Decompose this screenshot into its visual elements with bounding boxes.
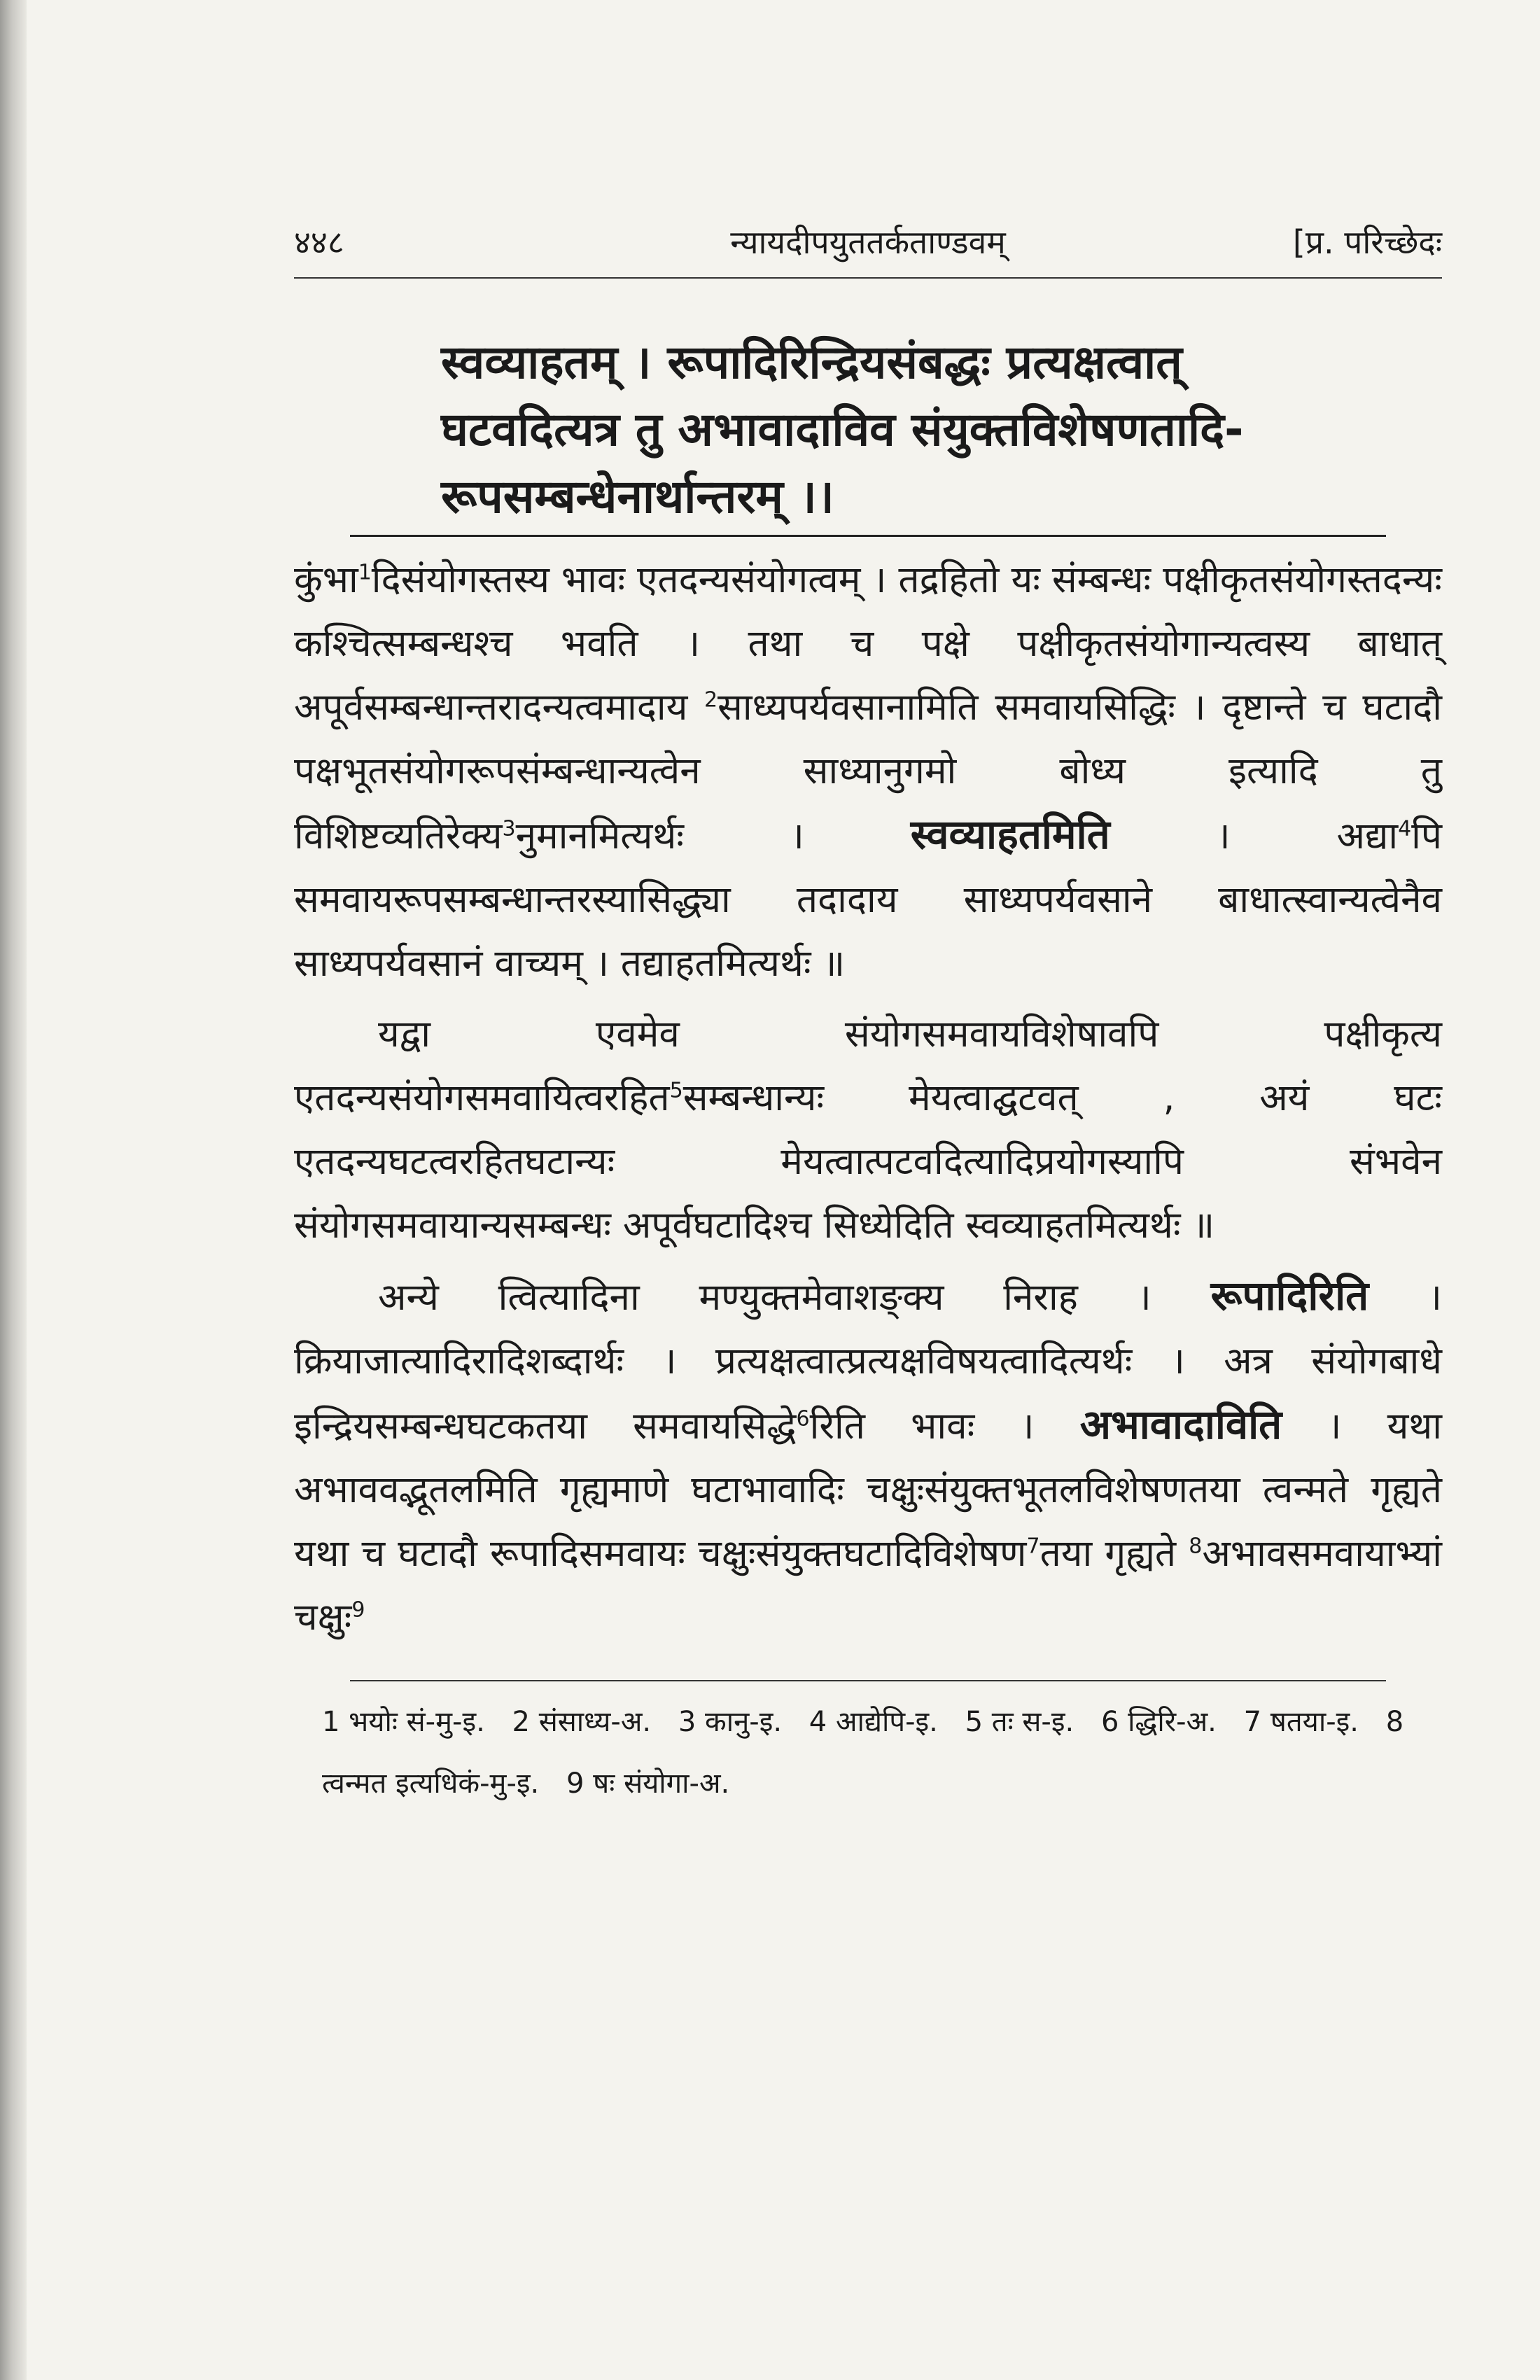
commentary-paragraph: कुंभा$^1$दिसंयोगस्तस्य भावः एतदन्यसंयोगत्वम् । तद्रहितो यः संम्बन्धः पक्षीकृतसंयोगस्तदन्यः कश्चित्सम्बन्धश्च भवति । तथा च पक्षे पक्षीकृतसंयोगान्यत्वस्य बाधात् अपूर्वसम्बन्धान्तरादन्यत्वमादाय $^2$साध्यपर्यवसानामिति समवायसिद्धिः । दृष्टान्ते च घटादौ पक्षभूतसंयोगरूपसंम्बन्धान्यत्वेन साध्यानुगमो बोध्य इत्यादि तु विशिष्टव्यतिरेक्य$^3$नुमानमित्यर्थः । स्वव्याहतमिति । अद्या$^4$पि समवायरूपसम्बन्धान्तरस्यासिद्ध्या तदादाय साध्यपर्यवसाने बाधात्स्वान्यत्वेनैव साध्यपर्यवसानं वाच्यम् । तद्याहतमित्यर्थः ॥ [294,559,1442,985]
pratika-lemma: अभावादाविति [1079,1401,1282,1448]
footnote-marker: 1 [358,560,372,585]
verse-line: स्वव्याहतम् । रूपादिरिन्द्रियसंबद्धः प्रत्यक्षत्वात् [441,335,1182,389]
footnote-marker: 5 [669,1078,683,1103]
pratika-lemma: स्वव्याहतमिति [910,811,1110,858]
footnote: 7 षतया-इ. [1243,1706,1359,1738]
footnote: 5 तः स-इ. [965,1706,1074,1738]
footnote: 9 षः संयोगा-अ. [566,1768,730,1800]
book-spine-shadow [0,0,27,2380]
footnote-divider [350,1680,1386,1681]
commentary-paragraph: यद्वा एवमेव संयोगसमवायविशेषावपि पक्षीकृत्य एतदन्यसंयोगसमवायित्वरहित$^5$सम्बन्धान्यः मेयत्वाद्घटवत् , अयं घटः एतदन्यघटत्वरहितघटान्यः मेयत्वात्पटवदित्यादिप्रयोगस्यापि संभवेन संयोगसमवायान्यसम्बन्धः अपूर्वघटादिश्च सिध्येदिति स्वव्याहतमित्यर्थः ॥ [294,1013,1442,1247]
footnote-marker: 7 [1026,1534,1040,1559]
verse-line: घटवदित्यत्र तु अभावादाविव संयुक्तविशेषणतादि- [441,402,1244,456]
footnote: 4 आद्येपि-इ. [808,1706,938,1738]
mula-verse [441,329,1330,531]
footnote: 3 कानु-इ. [678,1706,783,1738]
footnote: 8 त्वन्मत इत्यधिकं-मु-इ. [322,1706,1404,1800]
footnotes [322,1691,1442,1814]
footnote-marker: 6 [796,1406,810,1432]
footnote-marker: 2 [704,687,718,713]
footnote: 1 भयोः सं-मु-इ. [322,1706,485,1738]
verse-line: रूपसम्बन्धेनार्थान्तरम् ।। [441,470,834,524]
pratika-lemma: रूपादिरिति [1210,1272,1369,1320]
verse-divider [350,535,1386,537]
footnote-marker: 8 [1189,1534,1203,1559]
footnote-marker: 3 [502,816,516,841]
page-number: ४४८ [294,223,344,261]
header-rule [294,277,1442,279]
commentary [294,548,1442,1649]
footnote: 6 द्धिरि-अ. [1100,1706,1217,1738]
footnote-marker: 9 [351,1597,365,1623]
footnote: 2 संसाध्य-अ. [512,1706,652,1738]
running-title: न्यायदीपयुततर्कताण्डवम् [730,223,1006,261]
section-label: [प्र. परिच्छेदः [1292,223,1442,261]
book-page [294,210,1442,1814]
running-header [294,210,1442,273]
footnote-marker: 4 [1398,816,1412,841]
commentary-paragraph: अन्ये त्वित्यादिना मण्युक्तमेवाशङ्क्य निराह । रूपादिरिति । क्रियाजात्यादिरादिशब्दार्थः । प्रत्यक्षत्वात्प्रत्यक्षविषयत्वादित्यर्थः । अत्र संयोगबाधे इन्द्रियसम्बन्धघटकतया समवायसिद्धे$^6$रिति भावः । अभावादाविति । यथा अभाववद्भूतलमिति गृह्यमाणे घटाभावादिः चक्षुःसंयुक्तभूतलविशेषणतया त्वन्मते गृह्यते यथा च घटादौ रूपादिसमवायः चक्षुःसंयुक्तघटादिविशेषण$^7$तया गृह्यते $^8$अभावसमवायाभ्यां चक्षुः$^9$ [294,1272,1443,1639]
